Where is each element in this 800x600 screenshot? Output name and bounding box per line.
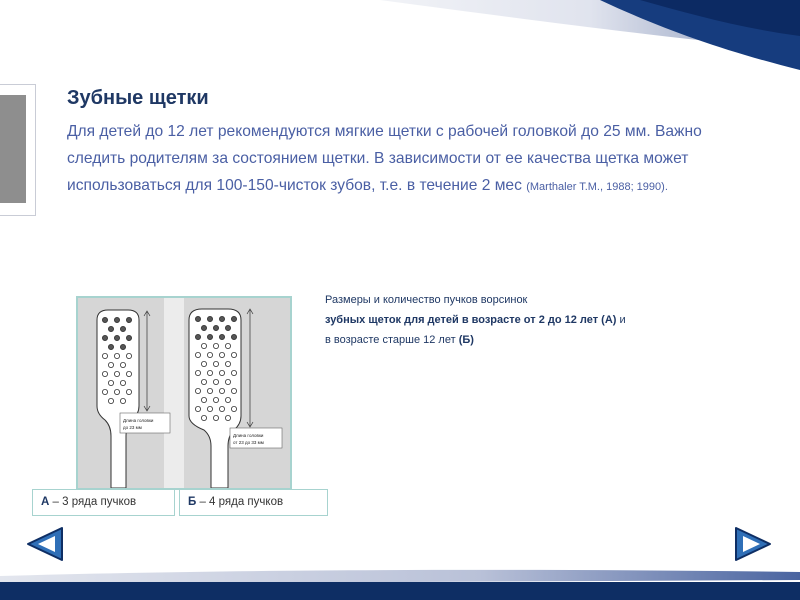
bristle-tuft [219,388,224,393]
bristle-tuft [102,353,107,358]
bristle-tuft [207,352,212,357]
bristle-tuft [207,388,212,393]
bristle-tuft [108,380,113,385]
toothbrush-figure [76,296,292,490]
bristle-tuft [225,379,230,384]
label-brush-b [179,489,328,516]
citation: (Marthaler T.M., 1988; 1990). [526,181,668,193]
bristle-tuft [195,352,200,357]
left-side-decoration [0,84,36,216]
bristle-tuft [195,334,200,339]
bristle-tuft [213,325,218,330]
footer-band [0,560,800,600]
bristle-tuft [207,334,212,339]
bristle-tuft [231,406,236,411]
bristle-tuft [114,389,119,394]
bristle-tuft [201,325,206,330]
bristle-tuft [195,388,200,393]
bristle-tuft [225,325,230,330]
bristle-tuft [102,371,107,376]
bristle-tuft [126,389,131,394]
caption-line2-bold: зубных щеток для детей в возрасте от 2 до 12 лет (А) [325,314,617,326]
header-swoosh [0,0,800,80]
bristle-tuft [195,406,200,411]
bristle-tuft [219,406,224,411]
left-side-gray-block [0,95,26,203]
bristle-tuft [120,344,125,349]
bristle-tuft [120,326,125,331]
bristle-tuft [201,343,206,348]
brush-b-note-line1: Длина головки [233,433,264,438]
label-a-letter: А [41,496,50,508]
caption-line2 [325,310,745,330]
bristle-tuft [231,370,236,375]
caption-line3 [325,330,745,350]
toothbrush-diagram [78,298,290,488]
bristle-tuft [120,362,125,367]
bristle-tuft [102,335,107,340]
bristle-tuft [126,353,131,358]
bristle-tuft [207,370,212,375]
bristle-tuft [126,371,131,376]
bristle-tuft [126,335,131,340]
bristle-tuft [114,353,119,358]
bristle-tuft [219,352,224,357]
bristle-tuft [207,406,212,411]
brush-a-note-line2: до 23 мм [123,425,142,430]
bristle-tuft [114,371,119,376]
bristle-tuft [207,316,212,321]
bristle-tuft [120,398,125,403]
bristle-tuft [219,370,224,375]
bristle-tuft [201,361,206,366]
bristle-tuft [201,415,206,420]
label-b-letter: Б [188,496,197,508]
brush-a-note-line1: Длина головки [123,418,154,423]
bristle-tuft [225,361,230,366]
label-b-text: – 4 ряда пучков [196,496,284,508]
bristle-tuft [108,344,113,349]
bristle-tuft [213,379,218,384]
brush-b-note-line2: от 23 до 33 мм [233,440,264,445]
bristle-tuft [126,317,131,322]
page-title: Зубные щетки [67,87,209,109]
bristle-tuft [231,352,236,357]
bristle-tuft [231,316,236,321]
bristle-tuft [102,389,107,394]
bristle-tuft [225,415,230,420]
figure-caption [325,290,745,350]
bristle-tuft [108,326,113,331]
bristle-tuft [213,415,218,420]
label-brush-a [32,489,175,516]
bristle-tuft [114,335,119,340]
bristle-tuft [195,370,200,375]
caption-line1: Размеры и количество пучков ворсинок [325,294,528,306]
bristle-tuft [213,397,218,402]
bristle-tuft [219,316,224,321]
bristle-tuft [108,398,113,403]
bristle-tuft [225,397,230,402]
caption-line3-bold: (Б) [458,334,474,346]
bristle-tuft [201,379,206,384]
bristle-tuft [231,388,236,393]
bristle-tuft [102,317,107,322]
description-body: Для детей до 12 лет рекомендуются мягкие щетки с рабочей головкой до 25 мм. Важно следить родителям за состоянием щетки. В зависимости от ее качества щетка может использоваться для 100-150-чисток зубов, т.е. в течение 2 мес [67,123,702,194]
bristle-tuft [231,334,236,339]
caption-line2-rest: и [616,314,626,326]
bristle-tuft [120,380,125,385]
bristle-tuft [195,316,200,321]
description-text [67,118,727,201]
bristle-tuft [114,317,119,322]
bristle-tuft [225,343,230,348]
bristle-tuft [213,361,218,366]
bristle-tuft [201,397,206,402]
caption-line3-text: в возрасте старше 12 лет [325,334,459,346]
bristle-tuft [219,334,224,339]
label-a-text: – 3 ряда пучков [49,496,137,508]
bristle-tuft [213,343,218,348]
bristle-tuft [108,362,113,367]
